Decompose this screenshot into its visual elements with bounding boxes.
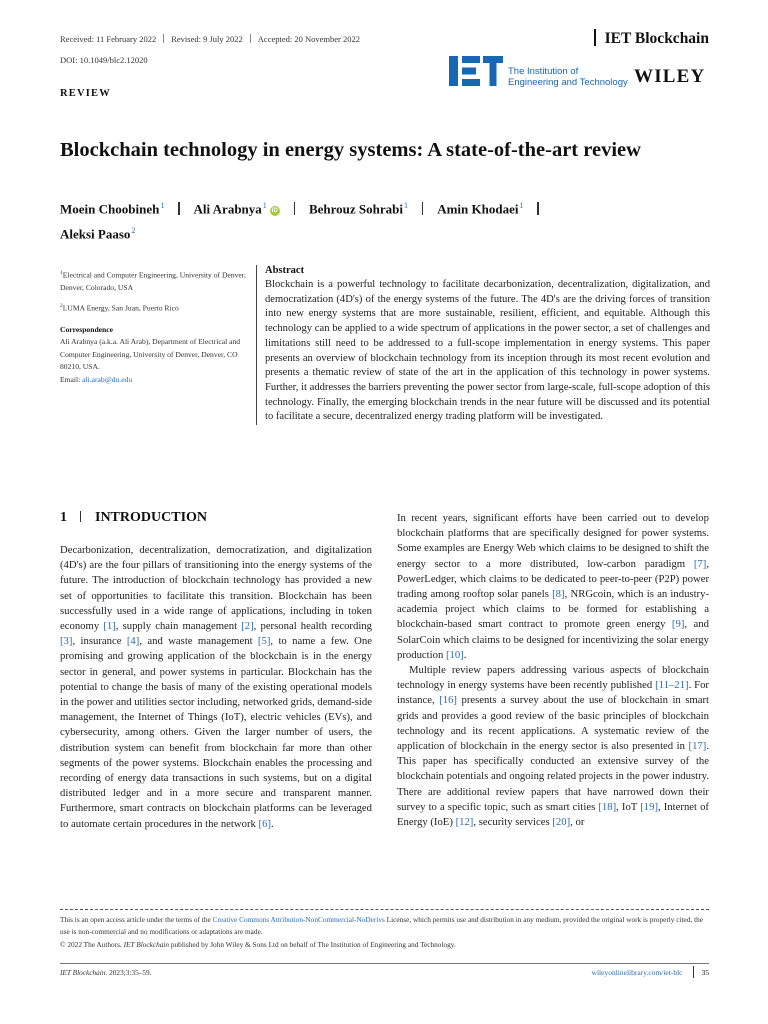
accepted-date: Accepted: 20 November 2022 (257, 34, 360, 44)
citation-link[interactable]: [7] (693, 557, 707, 570)
paragraph-text: . (271, 817, 274, 830)
author[interactable] (309, 195, 408, 220)
affiliation-number: 2 (60, 302, 63, 309)
article-title: Blockchain technology in energy systems: A state-of-the-art review (60, 139, 641, 161)
license-line (60, 914, 710, 939)
author-name: Amin Khodaei (437, 201, 519, 217)
paragraph-text: . This paper has specifically conducted an extensive survey of the blockchain potentials and ongoing related projects in the power industry. There are additional review papers that have narrowed down their survey to a specific topic, such as smart cities (397, 740, 709, 813)
affiliation-sup[interactable]: 1 (519, 201, 524, 210)
iet-institution-name (508, 66, 628, 88)
author-separator (422, 202, 423, 215)
affiliation (60, 267, 250, 295)
license-text: License, which permits use and distribution in any medium, provided the original work is properly cited, the use is non-commercial and no modifications or adaptations are made. (60, 915, 703, 937)
citation-link[interactable]: [10] (445, 648, 464, 661)
footer-citation (60, 968, 151, 977)
abstract-text: Blockchain is a powerful technology to facilitate decarbonization, decentralization, digitalization, and democratization (4D's) of the energy systems of the future. The 4D's are the driving forces of transition into new energy systems that are more sustainable, resilient, efficient, and equitable. Although this technology can be applied to a wide spectrum of applications in the power sector, a set of challenges and limitations still need to be addressed to a full-scope implementation in energy systems. This paper presents an overview of blockchain technology from its inception through its most recent evolution and presents a thematic review of state of the art in the application of this technology in power systems. Further, it addresses the barriers preventing the power sector from large-scale, full-scope adoption of this technology. Finally, the emerging blockchain trends in the near future will be discussed and its potential to facilitate a secure, decentralized energy trading platform will be investigated. (265, 279, 710, 423)
paragraph-text: , or (570, 816, 585, 829)
author-list (60, 195, 700, 246)
author-name: Behrouz Sohrabi (308, 201, 403, 217)
citation-link[interactable]: [19] (640, 800, 659, 813)
paragraph-text: , security services (473, 816, 553, 829)
body-column-left (60, 543, 372, 832)
citation-link[interactable]: [2] (241, 620, 254, 633)
footer-divider (60, 963, 709, 964)
paragraph-text: , insurance (72, 635, 127, 648)
footer-right (592, 966, 709, 978)
journal-bar (594, 29, 596, 46)
footer-bar (693, 966, 694, 978)
license-link[interactable]: Creative Commons Attribution-NonCommercial-NoDerivs (212, 915, 385, 924)
license-notice (60, 914, 710, 951)
citation-link[interactable]: [18] (598, 800, 617, 813)
citation-link[interactable]: [1] (103, 620, 116, 633)
affiliation-number: 1 (60, 270, 63, 276)
author-name: Ali Arabnya (193, 201, 262, 217)
author[interactable] (437, 195, 523, 220)
copyright-journal: IET Blockchain (123, 939, 170, 949)
doi[interactable]: DOI: 10.1049/blc2.12020 (60, 55, 148, 65)
date-separator (163, 34, 164, 43)
paragraph (397, 663, 709, 830)
paragraph-text: , personal health recording (253, 620, 372, 633)
correspondence (60, 336, 250, 386)
abstract (256, 265, 710, 425)
article-dates (60, 34, 360, 44)
copyright-line (60, 939, 710, 951)
copyright-text: © 2022 The Authors. (60, 939, 124, 949)
copyright-text: published by John Wiley & Sons Ltd on behalf of The Institution of Engineering and Technology. (169, 939, 456, 949)
orcid-icon[interactable]: iD (271, 208, 278, 215)
paragraph-text: , Internet of Energy (IoE) (397, 800, 709, 829)
paragraph (60, 543, 372, 832)
paragraph-text: Multiple review papers addressing various aspects of blockchain technology in energy systems have been recently published (397, 664, 709, 692)
citation-link[interactable]: [8] (552, 588, 565, 601)
journal-name (594, 29, 709, 48)
section-heading (60, 510, 207, 526)
abstract-title: Abstract (265, 265, 305, 276)
paragraph-text: . (463, 648, 467, 661)
license-text: This is an open access article under the terms of the (60, 915, 213, 924)
citation-link[interactable]: [20] (552, 816, 571, 829)
citation-link[interactable]: [11–21] (655, 679, 689, 692)
author-separator (178, 202, 179, 215)
author[interactable] (194, 195, 280, 220)
page-number: 35 (701, 968, 709, 977)
email-link[interactable]: ali.arab@du.edu (82, 374, 133, 384)
affiliation-sup[interactable]: 1 (160, 201, 165, 210)
author[interactable] (60, 220, 135, 245)
paragraph-text: Decarbonization, decentralization, democratization, and digitalization (4D's) are the four pillars of transitioning into the energy systems of the future. The introduction of blockchain technology has provided a new set of opportunities to facilitate this transition. Blockchain has been successfully used in a wide range of applications, including in token economy (60, 544, 372, 633)
section-bar (80, 511, 81, 522)
author-separator (537, 202, 538, 215)
footer-url[interactable]: wileyonlinelibrary.com/iet-blc (591, 968, 683, 977)
paragraph-text: , and waste management (139, 635, 258, 648)
correspondence-text: Ali Arabnya (a.k.a. Ali Arab), Department of Electrical and Computer Engineering, University of Denver, Denver, CO 80210, USA. (60, 337, 241, 372)
correspondence-title: Correspondence (60, 324, 114, 334)
iet-logo-icon (449, 56, 503, 86)
paragraph-text: presents a survey about the use of blockchain in smart grids and provides a good review of the basic principles of blockchain technology and its recent applications. A systematic review of the application of blockchain in the energy sector is also presented in (397, 694, 709, 753)
citation-link[interactable]: [9] (671, 618, 685, 631)
journal-title: IET Blockchain (604, 30, 709, 47)
article-type: REVIEW (60, 88, 111, 99)
email-label: Email: (60, 374, 81, 384)
revised-date: Revised: 9 July 2022 (171, 34, 243, 44)
section-title: INTRODUCTION (95, 510, 208, 525)
paragraph-text: , to name a few. One promising and growing application of the blockchain is in the energy sector in general, and power systems in particular. Blockchain has the potential to change the basis of many of the existing operational models in the power and utilities sector including, networked grids, demand-side management, the Internet of Things (IoT), electric vehicles (EVs), and cybersecurity, among others. Given the larger number of users, the distribution system can benefit from blockchain far more than other segments of the power systems. Blockchain enables the processing and recording of energy data transactions in such systems, but on a digital distributed ledger and in a more secure and transparent manner. Furthermore, smart contracts on blockchain platforms can be leveraged to automate certain procedures in the network (60, 635, 372, 830)
citation-link[interactable]: [3] (60, 635, 73, 648)
affiliation-sup[interactable]: 1 (404, 201, 408, 210)
author[interactable] (60, 195, 164, 220)
affiliation-text: Electrical and Computer Engineering, University of Denver, Denver, Colorado, USA (60, 270, 246, 293)
citation-link[interactable]: [17] (688, 740, 707, 753)
citation-link[interactable]: [4] (126, 635, 140, 648)
citation-link[interactable]: [5] (257, 635, 271, 648)
affiliation-sup[interactable]: 1 (262, 201, 267, 210)
paragraph (397, 511, 709, 663)
received-date: Received: 11 February 2022 (60, 34, 157, 44)
body-column-right (397, 511, 709, 830)
affiliation (60, 300, 250, 315)
date-separator (250, 34, 251, 43)
affiliation-text: LUMA Energy, San Juan, Puerto Rico (62, 303, 179, 313)
iet-name-line1: The Institution of (508, 66, 579, 77)
footer-volume: 2023;3:35–59. (107, 968, 152, 977)
citation-link[interactable]: [6] (258, 817, 272, 830)
iet-name-line2: Engineering and Technology (508, 77, 628, 88)
paragraph-text: , supply chain management (115, 620, 242, 633)
paragraph-text: , NRGcoin, which is an industry-academia project which claims to be formed for establishing a blockchain-based smart contract to promote green energy (397, 588, 710, 631)
paragraph-text: , PowerLedger, which claims to be dedicated to peer-to-peer (P2P) power trading among rooftop solar panels (397, 557, 709, 601)
citation-link[interactable]: [12] (455, 816, 474, 829)
affiliations (60, 267, 250, 391)
author-separator (294, 202, 295, 215)
paragraph-text: . For instance, (397, 679, 709, 707)
paragraph-text: , IoT (616, 800, 641, 813)
license-divider (60, 909, 709, 910)
footer-journal: IET Blockchain. (60, 968, 108, 977)
paragraph-text: In recent years, significant efforts have been carried out to develop blockchain platforms that are specifically designed for power systems. Some examples are Energy Web which claims to be designed to shift the energy sector to a more distributed, low-carbon paradigm (397, 512, 709, 570)
author-name: Aleksi Paaso (60, 226, 131, 242)
wiley-logo: WILEY (634, 66, 706, 87)
section-number: 1 (60, 510, 67, 525)
author-name: Moein Choobineh (60, 201, 160, 217)
paragraph-text: , and SolarCoin which claims to be designed for incentivizing the solar energy production (397, 618, 709, 661)
citation-link[interactable]: [16] (439, 694, 457, 707)
affiliation-sup[interactable]: 2 (131, 226, 136, 236)
